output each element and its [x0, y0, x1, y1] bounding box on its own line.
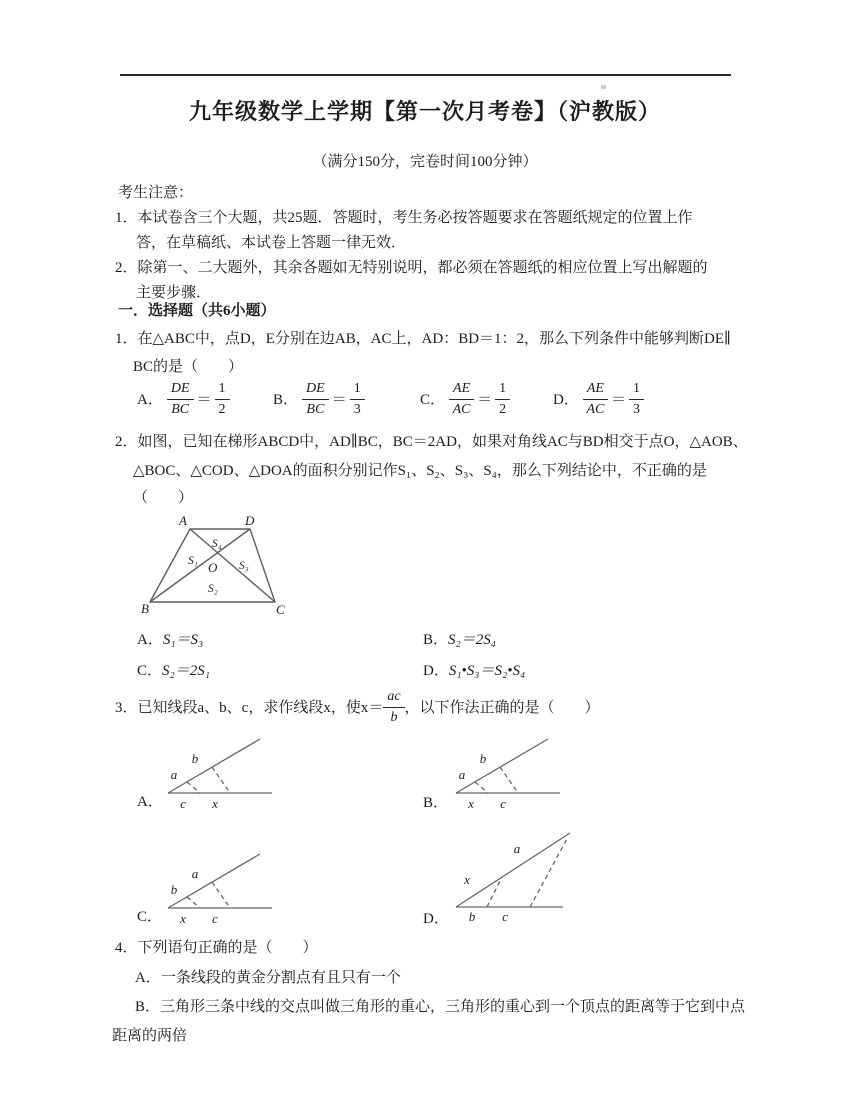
dashed-line — [530, 837, 568, 907]
dashed-line — [212, 767, 230, 793]
segment-label: c — [502, 909, 508, 924]
option-letter: C． — [420, 391, 446, 408]
fraction-numerator: 1 — [215, 381, 230, 400]
area-label-s1: S₁ — [188, 555, 198, 567]
segment-label: x — [180, 911, 186, 926]
fraction-numerator: DE — [302, 381, 329, 400]
q3-text-after: ，以下作法正确的是（ ） — [404, 699, 600, 716]
fraction-numerator: 1 — [350, 381, 365, 400]
q2-line3: （ ） — [133, 490, 194, 506]
page-title: 九年级数学上学期【第一次月考卷】（沪教版） — [188, 99, 661, 124]
fraction-numerator: AE — [583, 381, 608, 400]
diagram-letter-b: B． — [423, 795, 449, 811]
segment-label: x — [212, 796, 218, 811]
segment-label: b — [468, 909, 476, 924]
section1-heading: 一．选择题（共6小题） — [118, 303, 276, 319]
fraction — [583, 381, 608, 418]
fraction — [383, 689, 404, 726]
q1-option-d — [553, 381, 644, 418]
diagonal-bd — [150, 529, 250, 602]
fraction-numerator: AE — [449, 381, 474, 400]
notice-item2-line1: 2．除第一、二大题外，其余各题如无特别说明，都必须在答题纸的相应位置上写出解题的 — [115, 260, 708, 276]
faint-mark — [601, 85, 606, 89]
fraction — [449, 381, 474, 418]
segment-label: x — [464, 872, 470, 887]
q3-diagram-a — [160, 730, 280, 812]
dashed-line — [500, 767, 518, 793]
fraction-denominator: BC — [306, 402, 325, 417]
vertex-label-b: B — [141, 601, 149, 616]
fraction — [302, 381, 329, 418]
segment-label: b — [191, 751, 199, 766]
option-letter: B． — [423, 632, 449, 648]
equals-sign: ＝ — [331, 391, 347, 408]
option-letter: B． — [273, 391, 299, 408]
fraction-denominator: 3 — [353, 402, 361, 417]
q1-line1: 1．在△ABC中，点D，E分别在边AB，AC上，AD：BD＝1：2，那么下列条件中能够判断DE∥ — [115, 331, 731, 347]
option-formula: S₂＝2S₁ — [162, 663, 210, 679]
fraction-denominator: AC — [452, 402, 471, 417]
q4-option-b-line1: B．三角形三条中线的交点叫做三角形的重心，三角形的重心到一个顶点的距离等于它到中点 — [135, 999, 746, 1015]
q2-option-a — [137, 630, 203, 650]
q2-option-b — [423, 630, 496, 650]
fraction-numerator: DE — [167, 381, 194, 400]
segment-label: b — [479, 751, 487, 766]
q3-diagram-d — [450, 821, 575, 929]
option-letter: C． — [137, 663, 163, 679]
fraction-denominator: b — [390, 710, 398, 725]
notice-item1-line1: 1．本试卷含三个大题，共25题．答题时，考生务必按答题要求在答题纸规定的位置上作 — [115, 210, 693, 226]
dashed-line — [187, 897, 200, 908]
dashed-line — [475, 782, 488, 793]
segment-label: x — [468, 796, 474, 811]
option-formula: S₂＝2S₄ — [448, 632, 496, 648]
q2-option-d — [423, 661, 525, 681]
top-rule — [120, 74, 731, 76]
fraction-numerator: 1 — [629, 381, 644, 400]
fraction-denominator: BC — [171, 402, 190, 417]
q1-option-c — [420, 381, 510, 418]
area-label-s3: S₃ — [239, 560, 249, 572]
segment-label: c — [180, 796, 186, 811]
segment-label: a — [458, 767, 466, 782]
notice-item1-line2: 答，在草稿纸、本试卷上答题一律无效． — [136, 235, 407, 251]
vertex-label-d: D — [245, 513, 255, 528]
fraction — [215, 381, 230, 418]
q2-option-c — [137, 661, 210, 681]
q3-text-before: 3．已知线段a、b、c，求作线段x，使x＝ — [115, 699, 384, 716]
area-label-s4: S₄ — [212, 538, 222, 550]
diagram-letter-d: D． — [423, 911, 449, 927]
q2-line2: △BOC、△COD、△DOA的面积分别记作S₁、S₂、S₃、S₄，那么下列结论中，不正确的是 — [133, 463, 707, 479]
diagram-letter-a: A． — [137, 794, 163, 810]
q4-option-b-line2: 距离的两倍 — [112, 1028, 188, 1044]
area-label-s2: S₂ — [208, 583, 218, 595]
option-letter: D． — [423, 663, 449, 679]
fraction-denominator: 2 — [218, 402, 226, 417]
fraction — [167, 381, 194, 418]
q3-line — [115, 689, 600, 726]
q1-option-b — [273, 381, 365, 418]
segment-label: a — [513, 841, 521, 856]
option-formula: S₁•S₃＝S₂•S₄ — [448, 663, 526, 679]
equals-sign: ＝ — [477, 391, 493, 408]
fraction-denominator: 2 — [499, 402, 507, 417]
fraction-denominator: 3 — [632, 402, 640, 417]
option-letter: A． — [137, 391, 163, 408]
segment-label: b — [170, 882, 178, 897]
vertex-label-c: C — [276, 602, 285, 617]
q4-option-a: A．一条线段的黄金分割点有且只有一个 — [135, 970, 401, 986]
fraction — [350, 381, 365, 418]
q4-line1: 4．下列语句正确的是（ ） — [115, 940, 318, 956]
dashed-line — [187, 782, 200, 793]
segment-label: c — [500, 796, 506, 811]
option-formula: S₁＝S₃ — [162, 632, 204, 648]
q2-line1: 2．如图，已知在梯形ABCD中，AD∥BC，BC＝2AD，如果对角线AC与BD相交于点O，△AOB、 — [115, 434, 748, 450]
q2-trapezoid-figure — [140, 512, 290, 617]
q3-diagram-c — [160, 845, 280, 927]
segment-label: a — [170, 767, 178, 782]
notice-heading: 考生注意： — [118, 185, 194, 201]
slant-ray — [168, 739, 260, 793]
q1-option-a — [137, 381, 230, 418]
option-letter: A． — [137, 632, 163, 648]
fraction-numerator: 1 — [495, 381, 510, 400]
notice-item2-line2: 主要步骤． — [136, 285, 212, 301]
segment-label: c — [212, 911, 218, 926]
equals-sign: ＝ — [610, 391, 626, 408]
equals-sign: ＝ — [196, 391, 212, 408]
option-letter: D． — [553, 391, 579, 408]
slant-ray — [168, 854, 260, 908]
fraction-denominator: AC — [586, 402, 605, 417]
diagram-letter-c: C． — [137, 909, 163, 925]
fraction — [629, 381, 644, 418]
vertex-label-a: A — [179, 513, 187, 528]
dashed-line — [212, 882, 230, 908]
point-label-o: O — [208, 560, 218, 575]
slant-ray — [456, 739, 548, 793]
fraction — [495, 381, 510, 418]
q3-diagram-b — [448, 730, 568, 812]
segment-label: a — [191, 866, 199, 881]
q1-line2: BC的是（ ） — [133, 359, 244, 375]
page-subtitle: （满分150分，完卷时间100分钟） — [312, 154, 538, 170]
fraction-numerator: ac — [383, 689, 404, 708]
